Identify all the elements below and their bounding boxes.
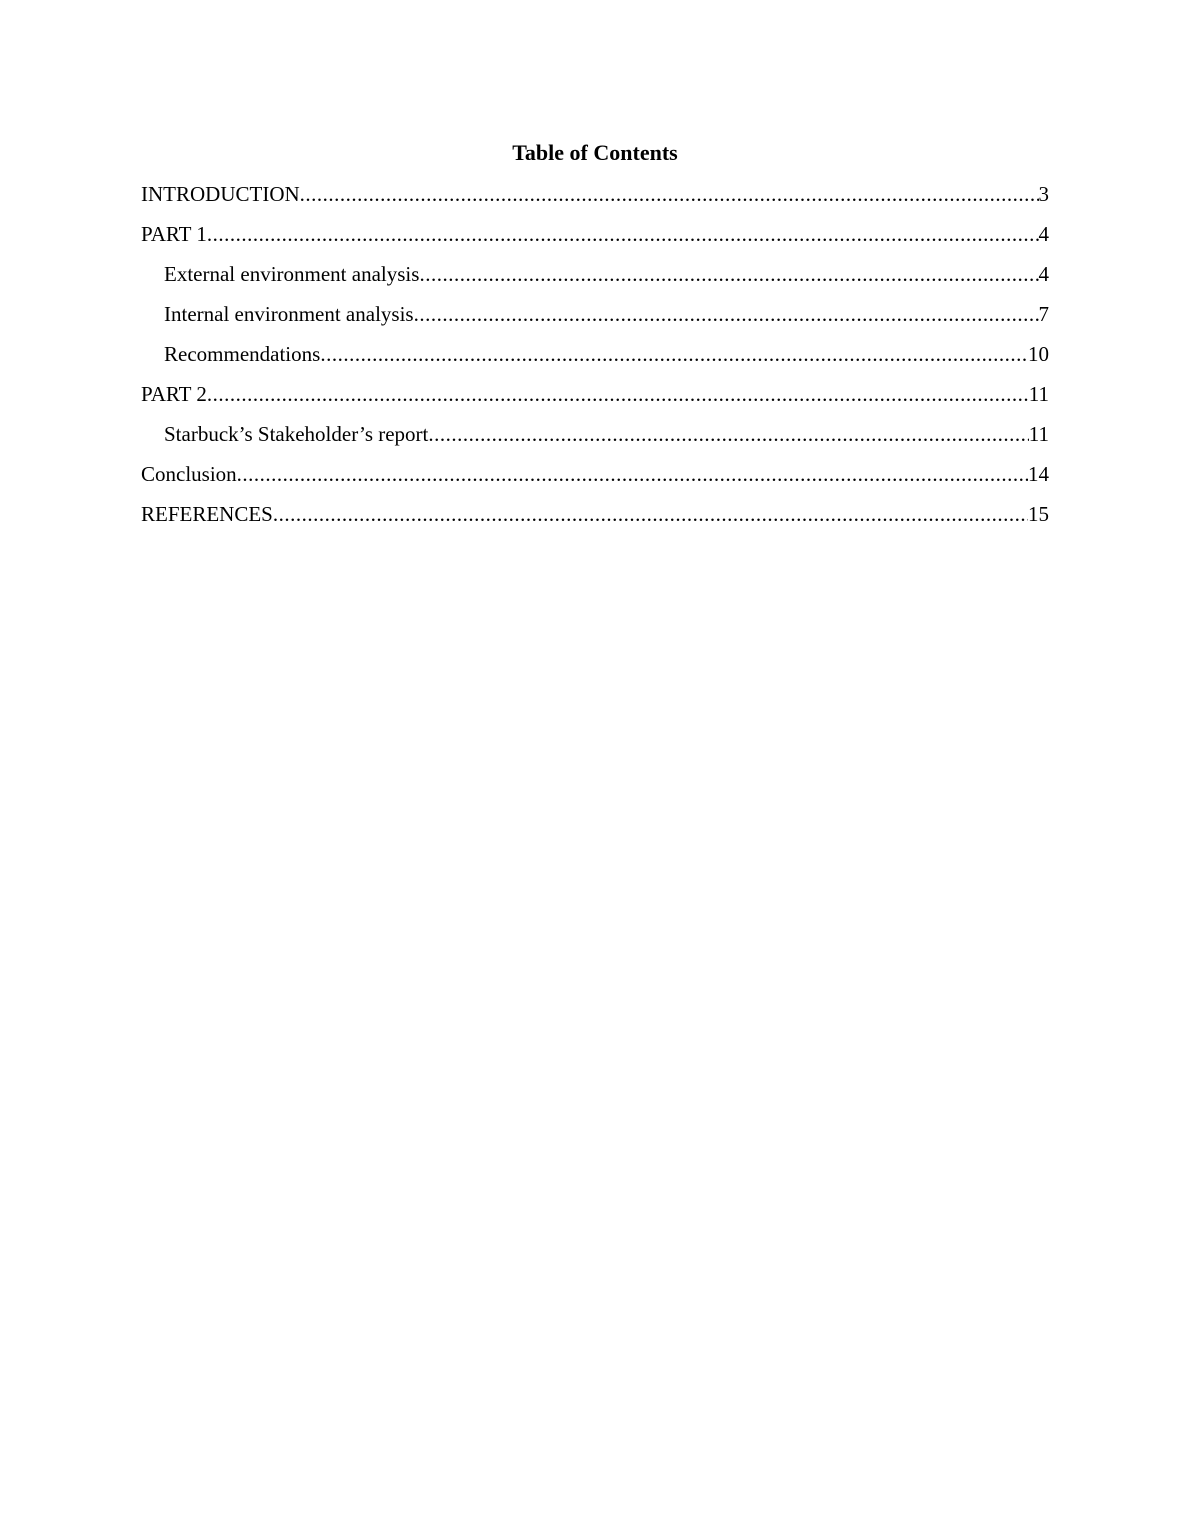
dot-leader: [320, 338, 1028, 370]
toc-entry-label: Recommendations: [164, 342, 321, 366]
toc-entry-label: INTRODUCTION: [141, 182, 300, 206]
toc-entry-label: REFERENCES: [141, 502, 273, 526]
toc-entry-page-number: 15: [1028, 502, 1049, 526]
dot-leader: [300, 178, 1039, 210]
dot-leader: [419, 258, 1038, 290]
dot-leader: [273, 498, 1028, 530]
dot-leader: [428, 418, 1028, 450]
toc-entry-page-number: 10: [1028, 342, 1049, 366]
dot-leader: [207, 378, 1029, 410]
toc-entry-part-1[interactable]: [141, 218, 1049, 258]
toc-entry-conclusion[interactable]: [141, 458, 1049, 498]
toc-entry-label: Internal environment analysis: [164, 302, 414, 326]
dot-leader: [237, 458, 1028, 490]
toc-entry-page-number: 3: [1038, 182, 1049, 206]
dot-leader: [414, 298, 1039, 330]
toc-title: Table of Contents: [512, 140, 678, 165]
toc-entry-references[interactable]: [141, 498, 1049, 538]
toc-entry-page-number: 14: [1028, 462, 1049, 486]
toc-entry-introduction[interactable]: [141, 178, 1049, 218]
toc-entry-page-number: 11: [1028, 422, 1049, 446]
toc-entry-label: Starbuck’s Stakeholder’s report: [164, 422, 429, 446]
toc-entry-stakeholder-report[interactable]: [141, 418, 1049, 458]
toc-entry-page-number: 4: [1038, 262, 1049, 286]
toc-entry-page-number: 11: [1028, 382, 1049, 406]
toc-entry-label: Conclusion: [141, 462, 237, 486]
toc-entry-recommendations[interactable]: [141, 338, 1049, 378]
toc-entry-label: External environment analysis: [164, 262, 420, 286]
toc-entry-label: PART 1: [141, 222, 207, 246]
toc-entry-internal-environment-analysis[interactable]: [141, 298, 1049, 338]
toc-entry-page-number: 7: [1038, 302, 1049, 326]
toc-entry-external-environment-analysis[interactable]: [141, 258, 1049, 298]
toc-entry-page-number: 4: [1038, 222, 1049, 246]
dot-leader: [207, 218, 1039, 250]
table-of-contents: [141, 138, 1049, 538]
toc-entry-label: PART 2: [141, 382, 207, 406]
toc-entry-part-2[interactable]: [141, 378, 1049, 418]
